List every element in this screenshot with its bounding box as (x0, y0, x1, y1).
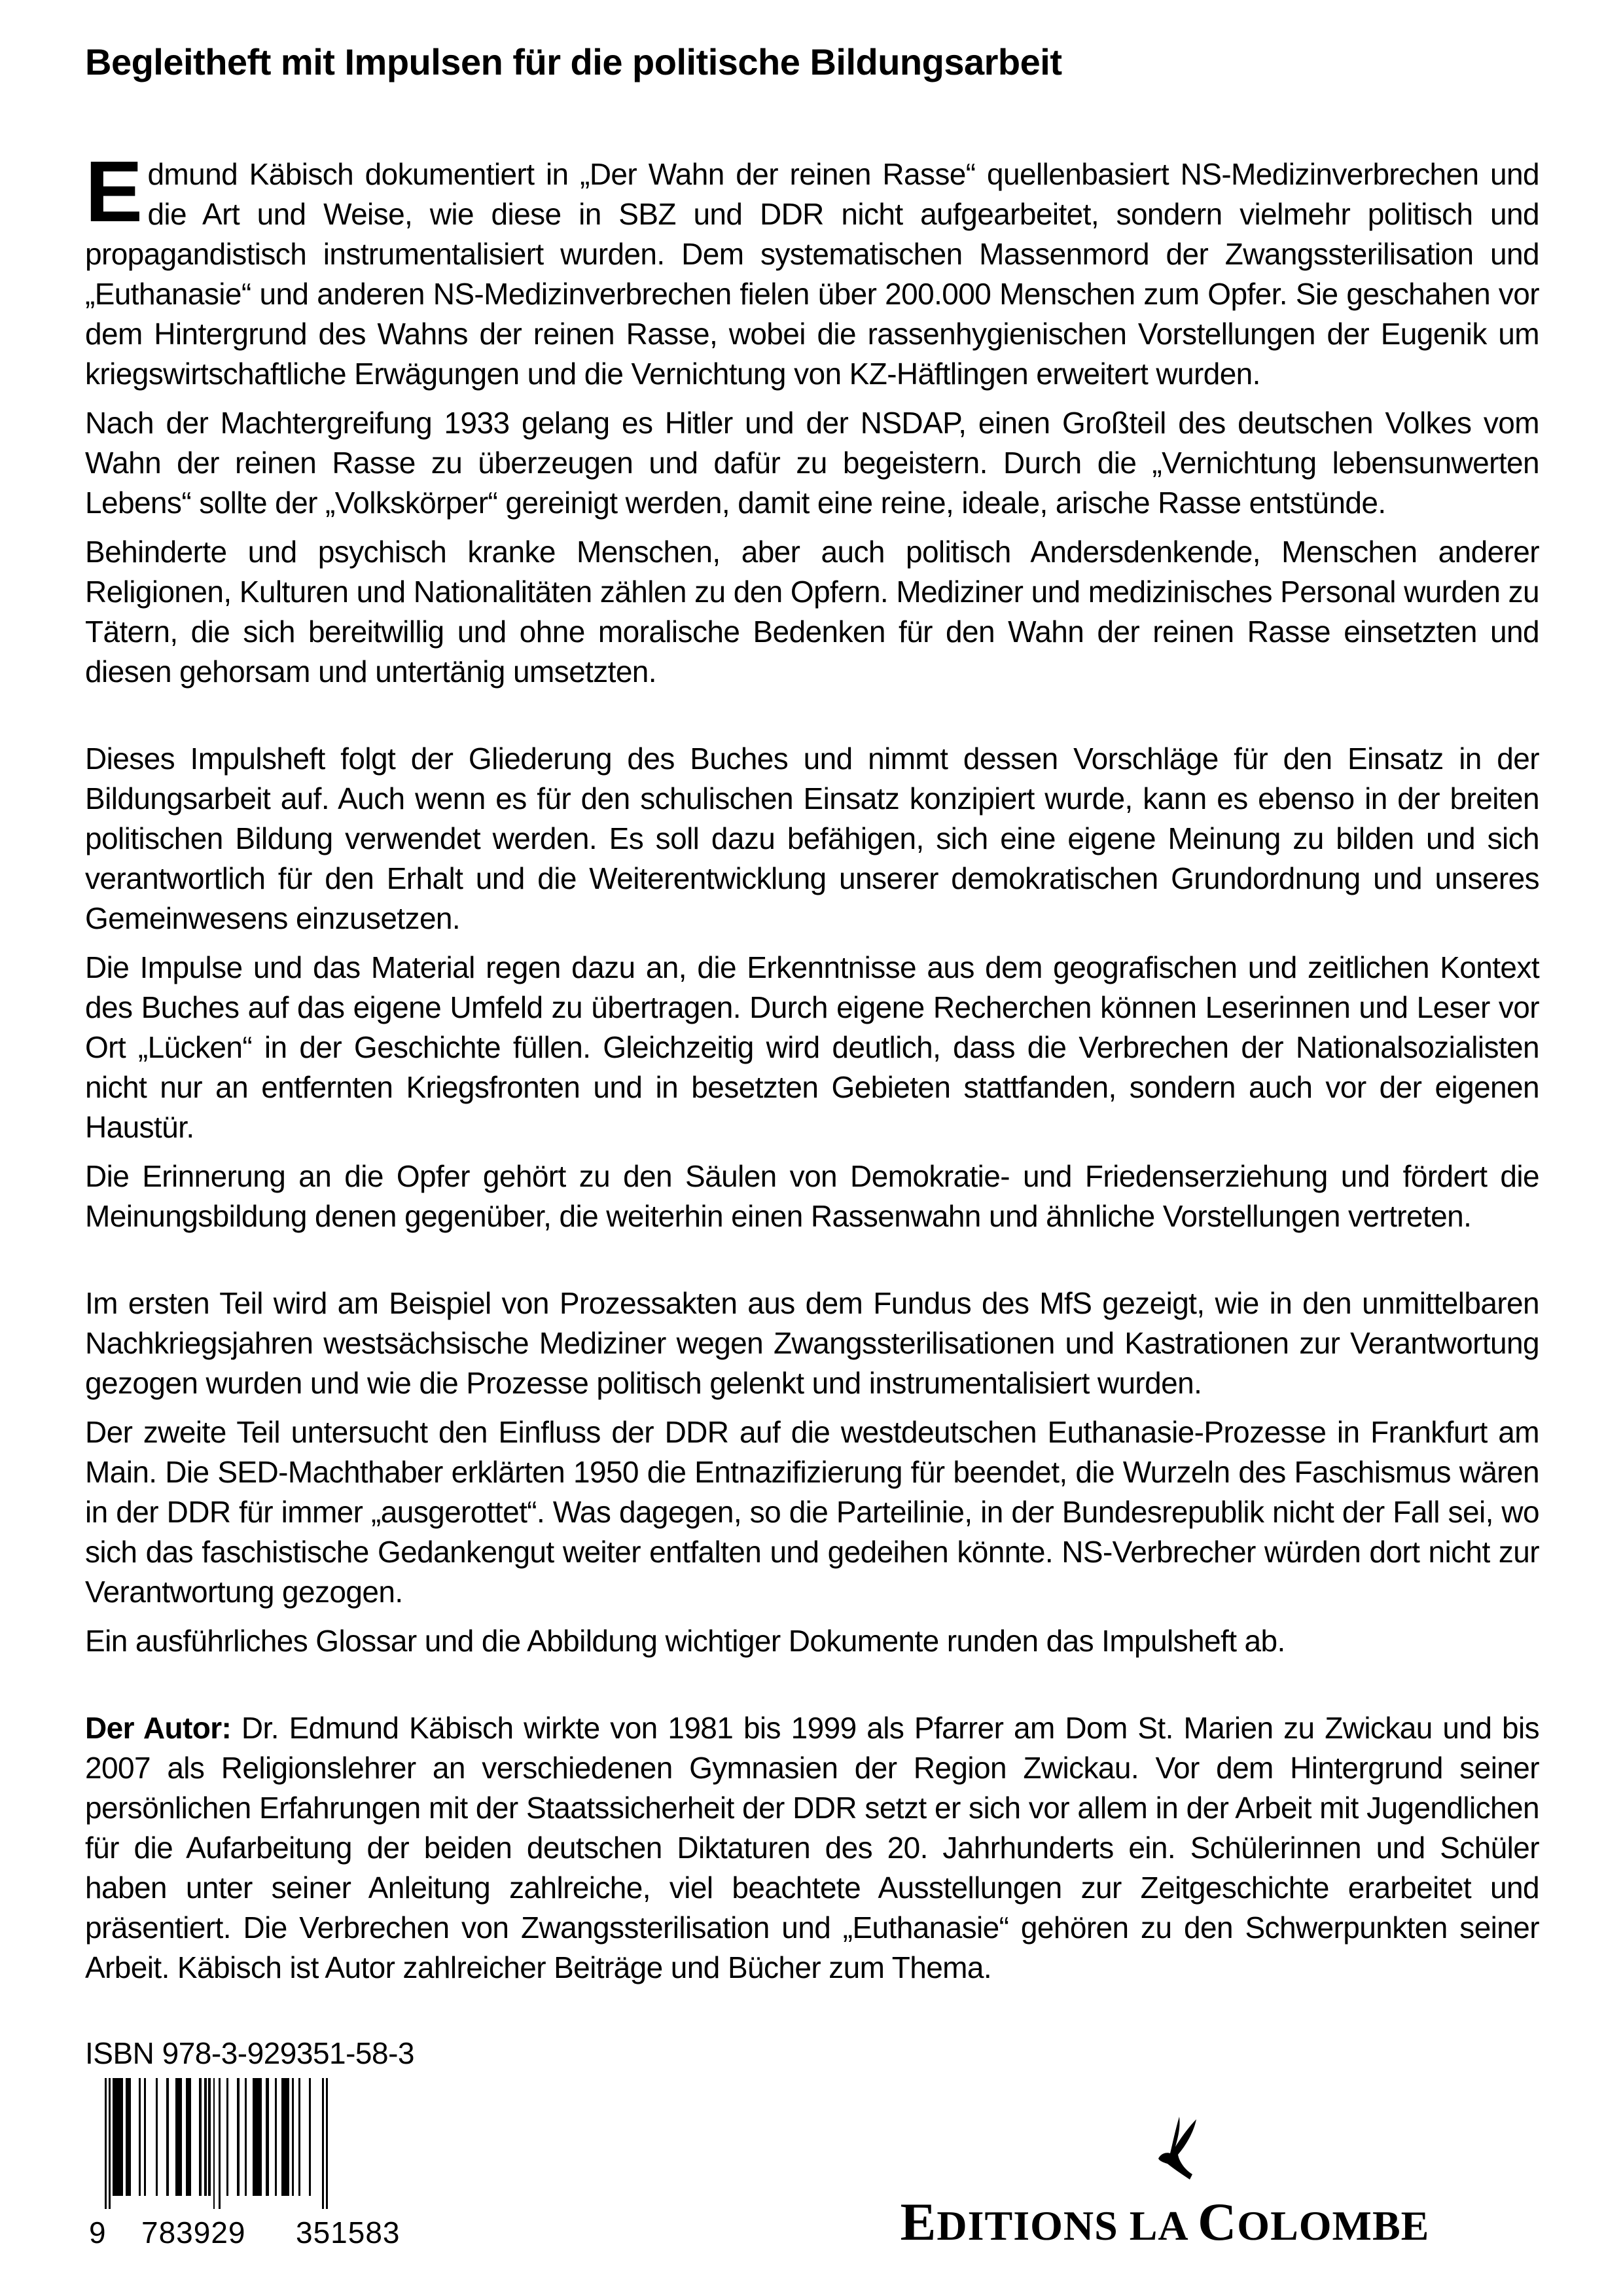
parts-paragraph-1: Im ersten Teil wird am Beispiel von Prozessakten aus dem Fundus des MfS gezeigt, wie in den unmittelbaren Nachkriegsjahren westsächsische Mediziner wegen Zwangssterilisationen und Kastrationen zur Verantwortung gezogen wurden und wie die Prozesse politisch gelenkt und instrumentalisiert wurden. (85, 1286, 1539, 1400)
barcode-bar (226, 2078, 228, 2196)
barcode-bar (292, 2078, 294, 2196)
barcode-digits-right: 351583 (296, 2215, 401, 2248)
barcode-digit-first: 9 (89, 2215, 106, 2248)
barcode-bar (105, 2078, 107, 2209)
barcode-bar (156, 2078, 158, 2196)
barcode-bar (208, 2078, 211, 2196)
barcode-bar (281, 2078, 289, 2196)
body-text (85, 143, 1540, 1997)
barcode-bar (237, 2078, 240, 2196)
publisher-logo (870, 2114, 1459, 2251)
drop-cap: E (85, 143, 143, 240)
barcode-icon (85, 2078, 452, 2248)
barcode-bar (213, 2078, 215, 2209)
impulse-paragraph-1: Dieses Impulsheft folgt der Gliederung des Buches und nimmt dessen Vorschläge für den Einsatz in der Bildungsarbeit auf. Auch wenn es für den schulischen Einsatz konzipiert wurde, kann es ebenso in der breiten politischen Bildung verwendet werden. Es soll dazu befähigen, sich eine eigene Meinung zu bilden und sich verantwortlich für den Erhalt und die Weiterentwicklung unserer demokratischen Grundordnung und unseres Gemeinwesens einzusetzen. (85, 742, 1539, 935)
parts-paragraph-3: Ein ausführliches Glossar und die Abbildung wichtiger Dokumente runden das Impulsheft ab. (85, 1624, 1285, 1658)
publisher-name-part: E (900, 2192, 937, 2251)
barcode-bar (253, 2078, 262, 2196)
author-label: Der Autor: (85, 1711, 232, 1745)
author-text: Dr. Edmund Käbisch wirkte von 1981 bis 1999 als Pfarrer am Dom St. Marien zu Zwickau und bis 2007 als Religionslehrer an verschiedenen Gymnasien der Region Zwickau. Vor dem Hintergrund seiner persönlichen Erfahrungen mit der Staatssicherheit der DDR setzt er sich vor allem in der Arbeit mit Jugendlichen für die Aufarbeitung der beiden deutschen Diktaturen des 20. Jahrhunderts ein. Schülerinnen und Schüler haben unter seiner Anleitung zahlreiche, viel beachtete Ausstellungen zur Zeitgeschichte erarbeitet und präsentiert. Die Verbrechen von Zwangssterilisation und „Euthanasie“ gehören zu den Schwerpunkten seiner Arbeit. Käbisch ist Autor zahlreicher Beiträge und Bücher zum Thema. (85, 1711, 1540, 1984)
barcode-bar (322, 2078, 324, 2209)
barcode-bar (245, 2078, 247, 2196)
impulse-paragraph-3: Die Erinnerung an die Opfer gehört zu den Säulen von Demokratie- und Friedenserziehung und fördert die Meinungsbildung denen gegenüber, die weiterhin einen Rassenwahn und ähnliche Vorstellungen vertreten. (85, 1159, 1539, 1233)
barcode-bar (166, 2078, 169, 2196)
barcode-bar (275, 2078, 277, 2196)
barcode-bar (199, 2078, 202, 2196)
intro-paragraph-3: Behinderte und psychisch kranke Menschen, aber auch politisch Andersdenkende, Menschen anderer Religionen, Kulturen und Nationalitäten zählen zu den Opfern. Mediziner und medizinisches Personal wurden zu Tätern, die sich bereitwillig und ohne moralische Bedenken für den Wahn der reinen Rasse einsetzten und diesen gehorsam und untertänig umsetzten. (85, 535, 1539, 689)
isbn-label: ISBN 978-3-929351-58-3 (85, 2036, 414, 2070)
barcode-bar (204, 2078, 207, 2196)
dove-icon (1132, 2114, 1211, 2193)
barcode-bar (144, 2078, 146, 2196)
publisher-name-part: C (1198, 2192, 1238, 2251)
parts-paragraph-2: Der zweite Teil untersucht den Einfluss der DDR auf die westdeutschen Euthanasie-Prozesse in Frankfurt am Main. Die SED-Machthaber erklärten 1950 die Entnazifizierung für beendet, die Wurzeln des Faschismus wären in der DDR für immer „ausgerottet“. Was dagegen, so die Parteilinie, in der Bundesrepublik nicht der Fall sei, wo sich das faschistische Gedankengut weiter entfalten und gedeihen könnte. NS-Verbrecher würden dort nicht zur Verantwortung gezogen. (85, 1415, 1539, 1609)
barcode-bar (113, 2078, 123, 2196)
barcode-bar (219, 2078, 221, 2209)
barcode-digits-left: 783929 (141, 2215, 246, 2248)
publisher-name-part: DITIONS LA (936, 2202, 1198, 2249)
barcode-bar (109, 2078, 111, 2209)
barcode-bar (309, 2078, 311, 2196)
author-paragraph (85, 1708, 1539, 1988)
intro-paragraph-1 (85, 143, 1539, 394)
impulse-paragraph-2: Die Impulse und das Material regen dazu an, die Erkenntnisse aus dem geografischen und zeitlichen Kontext des Buches auf das eigene Umfeld zu übertragen. Durch eigene Recherchen können Leserinnen und Leser vor Ort „Lücken“ in der Geschichte füllen. Gleichzeitig wird deutlich, dass die Verbrechen der Nationalsozialisten nicht nur an entfernten Kriegsfronten und in besetzten Gebieten stattfanden, sondern auch vor der eigenen Haustür. (85, 950, 1539, 1144)
barcode-bar (326, 2078, 328, 2209)
barcode-bar (298, 2078, 300, 2196)
intro-paragraph-1-text: dmund Käbisch dokumentiert in „Der Wahn der reinen Rasse“ quellenbasiert NS-Medizinverbrechen und die Art und Weise, wie diese in SBZ und DDR nicht aufgearbeitet, sondern vielmehr politisch und propagandistisch instrumentalisiert wurden. Dem systematischen Massenmord der Zwangssterilisation und „Euthanasie“ und anderen NS-Medizinverbrechen fielen über 200.000 Menschen zum Opfer. Sie geschahen vor dem Hintergrund des Wahns der reinen Rasse, wobei die rassenhygienischen Vorstellungen der Eugenik um kriegswirtschaftliche Erwägungen und die Vernichtung von KZ-Häftlingen erweitert wurden. (85, 157, 1539, 391)
intro-paragraph-2: Nach der Machtergreifung 1933 gelang es Hitler und der NSDAP, einen Großteil des deutschen Volkes vom Wahn der reinen Rasse zu überzeugen und dafür zu begeistern. Durch die „Vernichtung lebensunwerten Lebens“ sollte der „Volkskörper“ gereinigt werden, damit eine reine, ideale, arische Rasse entstünde. (85, 406, 1539, 520)
barcode-bar (139, 2078, 141, 2196)
page-title: Begleitheft mit Impulsen für die politische Bildungsarbeit (85, 41, 1062, 82)
barcode-bar (266, 2078, 269, 2196)
publisher-name (870, 2191, 1459, 2253)
barcode-bar (175, 2078, 182, 2196)
barcode-bar (186, 2078, 191, 2196)
publisher-name-part: OLOMBE (1237, 2202, 1430, 2249)
barcode-bar (126, 2078, 131, 2196)
